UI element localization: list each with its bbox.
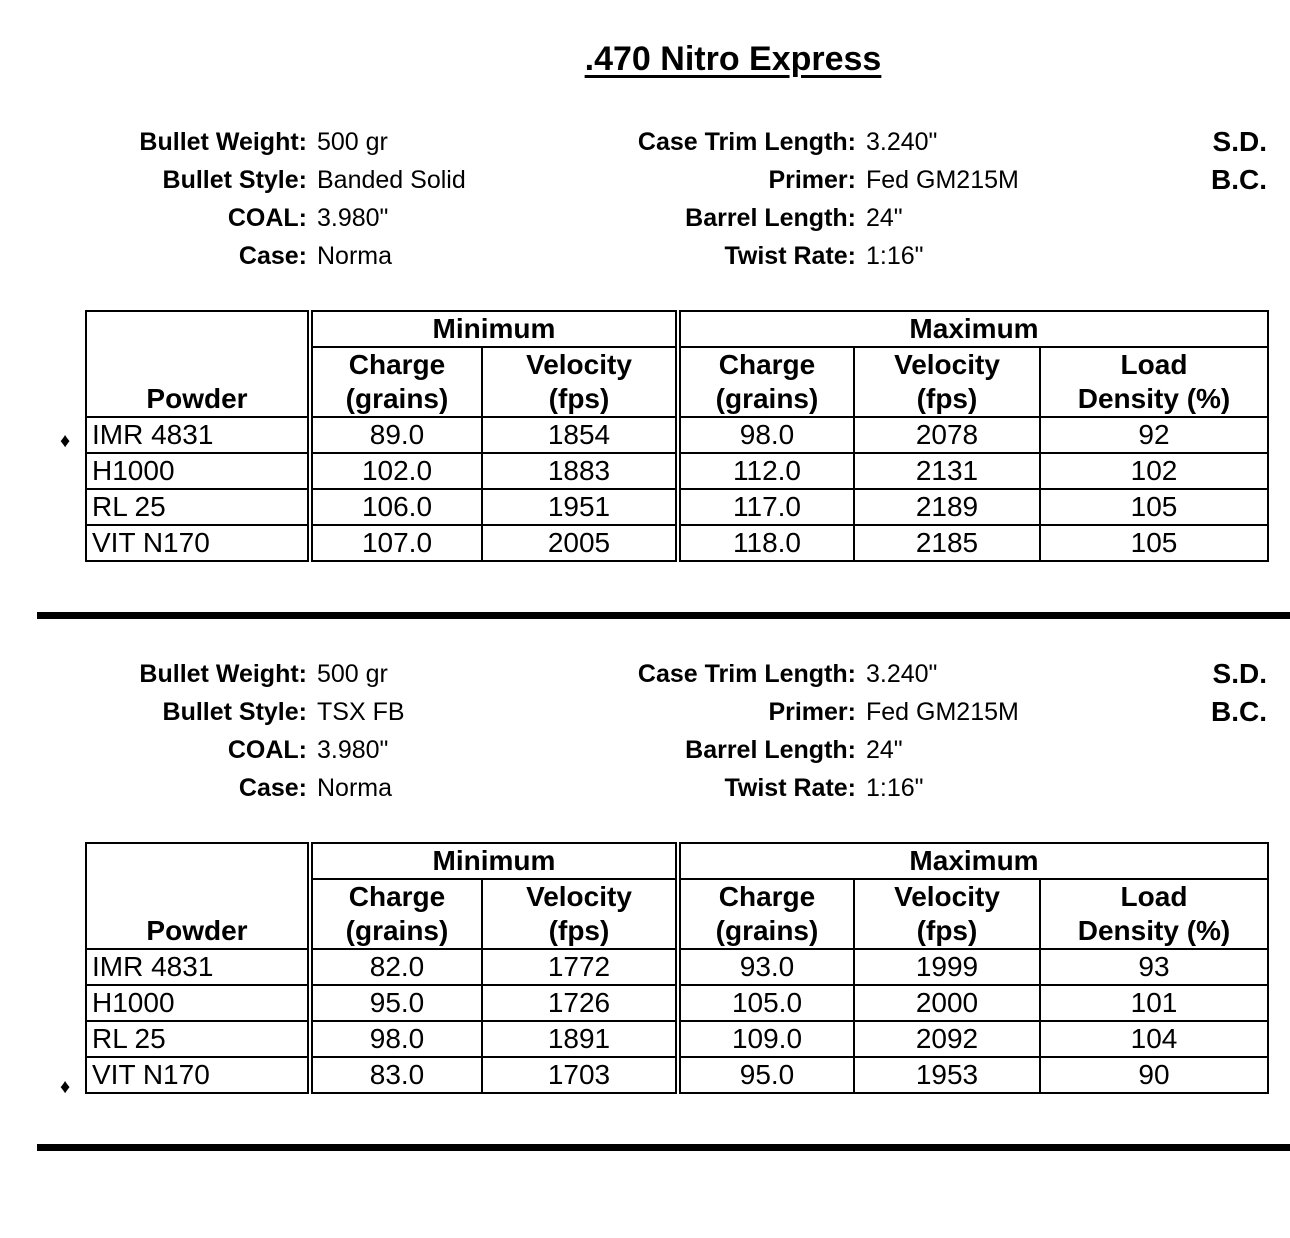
max-charge-cell: 98.0 [678, 417, 854, 453]
spec-value: Fed GM215M [866, 166, 1019, 194]
spec-label: Case: [238, 242, 307, 270]
load-density-cell: 93 [1040, 949, 1268, 985]
max-velocity-cell: 2000 [854, 985, 1040, 1021]
col-header-load-density-unit: Density (%) [1040, 914, 1268, 949]
min-charge-cell: 107.0 [310, 525, 482, 561]
min-velocity-cell: 1891 [482, 1021, 678, 1057]
section-divider [37, 612, 1290, 619]
col-header-charge: Charge [678, 347, 854, 382]
load-density-cell: 105 [1040, 525, 1268, 561]
diamond-marker-icon: ♦ [60, 1076, 71, 1098]
table-row [86, 1057, 1268, 1093]
load-table [85, 842, 1269, 1094]
max-charge-cell: 118.0 [678, 525, 854, 561]
min-velocity-cell: 1951 [482, 489, 678, 525]
load-density-cell: 92 [1040, 417, 1268, 453]
spec-value: 500 gr [317, 660, 388, 688]
load-data-section [0, 655, 1290, 1155]
group-header-minimum: Minimum [310, 311, 678, 347]
min-charge-cell: 95.0 [310, 985, 482, 1021]
min-charge-cell: 89.0 [310, 417, 482, 453]
spec-value: 3.240" [866, 660, 938, 688]
col-header-powder: Powder [86, 843, 310, 949]
spec-value: 1:16" [866, 242, 924, 270]
max-velocity-cell: 2092 [854, 1021, 1040, 1057]
load-density-cell: 101 [1040, 985, 1268, 1021]
min-charge-cell: 83.0 [310, 1057, 482, 1093]
spec-label: Primer: [768, 166, 856, 194]
min-velocity-cell: 2005 [482, 525, 678, 561]
col-header-charge: Charge [678, 879, 854, 914]
load-density-cell: 90 [1040, 1057, 1268, 1093]
spec-value: TSX FB [317, 698, 405, 726]
col-header-powder: Powder [86, 311, 310, 417]
min-charge-cell: 102.0 [310, 453, 482, 489]
table-row [86, 453, 1268, 489]
powder-cell: VIT N170 [86, 1057, 310, 1093]
load-table [85, 310, 1269, 562]
section-divider [37, 1144, 1290, 1151]
max-charge-cell: 117.0 [678, 489, 854, 525]
spec-label: COAL: [227, 736, 307, 764]
spec-value: 3.240" [866, 128, 938, 156]
page-title: .470 Nitro Express [584, 40, 882, 78]
load-density-cell: 105 [1040, 489, 1268, 525]
max-charge-cell: 105.0 [678, 985, 854, 1021]
col-header-velocity: Velocity [854, 879, 1040, 914]
group-header-maximum: Maximum [678, 311, 1268, 347]
max-velocity-cell: 1999 [854, 949, 1040, 985]
col-header-velocity: Velocity [854, 347, 1040, 382]
spec-value: 24" [866, 736, 903, 764]
col-header-load-density: Load [1040, 879, 1268, 914]
col-header-velocity: Velocity [482, 879, 678, 914]
min-charge-cell: 82.0 [310, 949, 482, 985]
spec-label: Primer: [768, 698, 856, 726]
col-header-velocity-unit: (fps) [482, 382, 678, 417]
col-header-load-density: Load [1040, 347, 1268, 382]
load-density-cell: 104 [1040, 1021, 1268, 1057]
spec-value: Banded Solid [317, 166, 466, 194]
spec-value: 3.980" [317, 204, 389, 232]
col-header-charge-unit: (grains) [678, 382, 854, 417]
powder-cell: IMR 4831 [86, 949, 310, 985]
max-velocity-cell: 2078 [854, 417, 1040, 453]
max-velocity-cell: 2131 [854, 453, 1040, 489]
load-data-section [0, 123, 1290, 623]
spec-label: Case: [238, 774, 307, 802]
min-charge-cell: 106.0 [310, 489, 482, 525]
spec-value: 1:16" [866, 774, 924, 802]
powder-cell: RL 25 [86, 1021, 310, 1057]
spec-value: Norma [317, 774, 393, 802]
col-header-charge: Charge [310, 879, 482, 914]
spec-label: Bullet Weight: [139, 128, 307, 156]
col-header-charge-unit: (grains) [310, 914, 482, 949]
group-header-minimum: Minimum [310, 843, 678, 879]
spec-label: COAL: [227, 204, 307, 232]
spec-label: Bullet Style: [162, 166, 307, 194]
min-velocity-cell: 1883 [482, 453, 678, 489]
spec-value: 500 gr [317, 128, 388, 156]
spec-label: Barrel Length: [685, 204, 856, 232]
max-velocity-cell: 1953 [854, 1057, 1040, 1093]
diamond-marker-icon: ♦ [60, 430, 71, 452]
spec-label: Bullet Style: [162, 698, 307, 726]
min-charge-cell: 98.0 [310, 1021, 482, 1057]
col-header-charge-unit: (grains) [678, 914, 854, 949]
min-velocity-cell: 1726 [482, 985, 678, 1021]
max-charge-cell: 109.0 [678, 1021, 854, 1057]
min-velocity-cell: 1854 [482, 417, 678, 453]
spec-value: Fed GM215M [866, 698, 1019, 726]
min-velocity-cell: 1703 [482, 1057, 678, 1093]
table-row [86, 525, 1268, 561]
table-row [86, 489, 1268, 525]
col-header-charge-unit: (grains) [310, 382, 482, 417]
powder-cell: VIT N170 [86, 525, 310, 561]
max-charge-cell: 112.0 [678, 453, 854, 489]
powder-cell: H1000 [86, 453, 310, 489]
spec-label: Twist Rate: [724, 774, 856, 802]
table-row [86, 417, 1268, 453]
col-header-charge: Charge [310, 347, 482, 382]
max-velocity-cell: 2185 [854, 525, 1040, 561]
sd-label: S.D. [1212, 658, 1267, 689]
table-row [86, 1021, 1268, 1057]
powder-cell: RL 25 [86, 489, 310, 525]
spec-value: 3.980" [317, 736, 389, 764]
min-velocity-cell: 1772 [482, 949, 678, 985]
load-density-cell: 102 [1040, 453, 1268, 489]
spec-value: Norma [317, 242, 393, 270]
powder-cell: H1000 [86, 985, 310, 1021]
col-header-load-density-unit: Density (%) [1040, 382, 1268, 417]
col-header-velocity-unit: (fps) [482, 914, 678, 949]
col-header-velocity-unit: (fps) [854, 382, 1040, 417]
spec-label: Barrel Length: [685, 736, 856, 764]
spec-value: 24" [866, 204, 903, 232]
table-row [86, 949, 1268, 985]
sd-label: S.D. [1212, 126, 1267, 157]
bc-label: B.C. [1211, 696, 1267, 727]
col-header-velocity: Velocity [482, 347, 678, 382]
max-charge-cell: 93.0 [678, 949, 854, 985]
spec-label: Case Trim Length: [637, 128, 856, 156]
bc-label: B.C. [1211, 164, 1267, 195]
col-header-velocity-unit: (fps) [854, 914, 1040, 949]
group-header-maximum: Maximum [678, 843, 1268, 879]
table-row [86, 985, 1268, 1021]
max-velocity-cell: 2189 [854, 489, 1040, 525]
spec-label: Bullet Weight: [139, 660, 307, 688]
spec-label: Case Trim Length: [637, 660, 856, 688]
spec-label: Twist Rate: [724, 242, 856, 270]
max-charge-cell: 95.0 [678, 1057, 854, 1093]
powder-cell: IMR 4831 [86, 417, 310, 453]
